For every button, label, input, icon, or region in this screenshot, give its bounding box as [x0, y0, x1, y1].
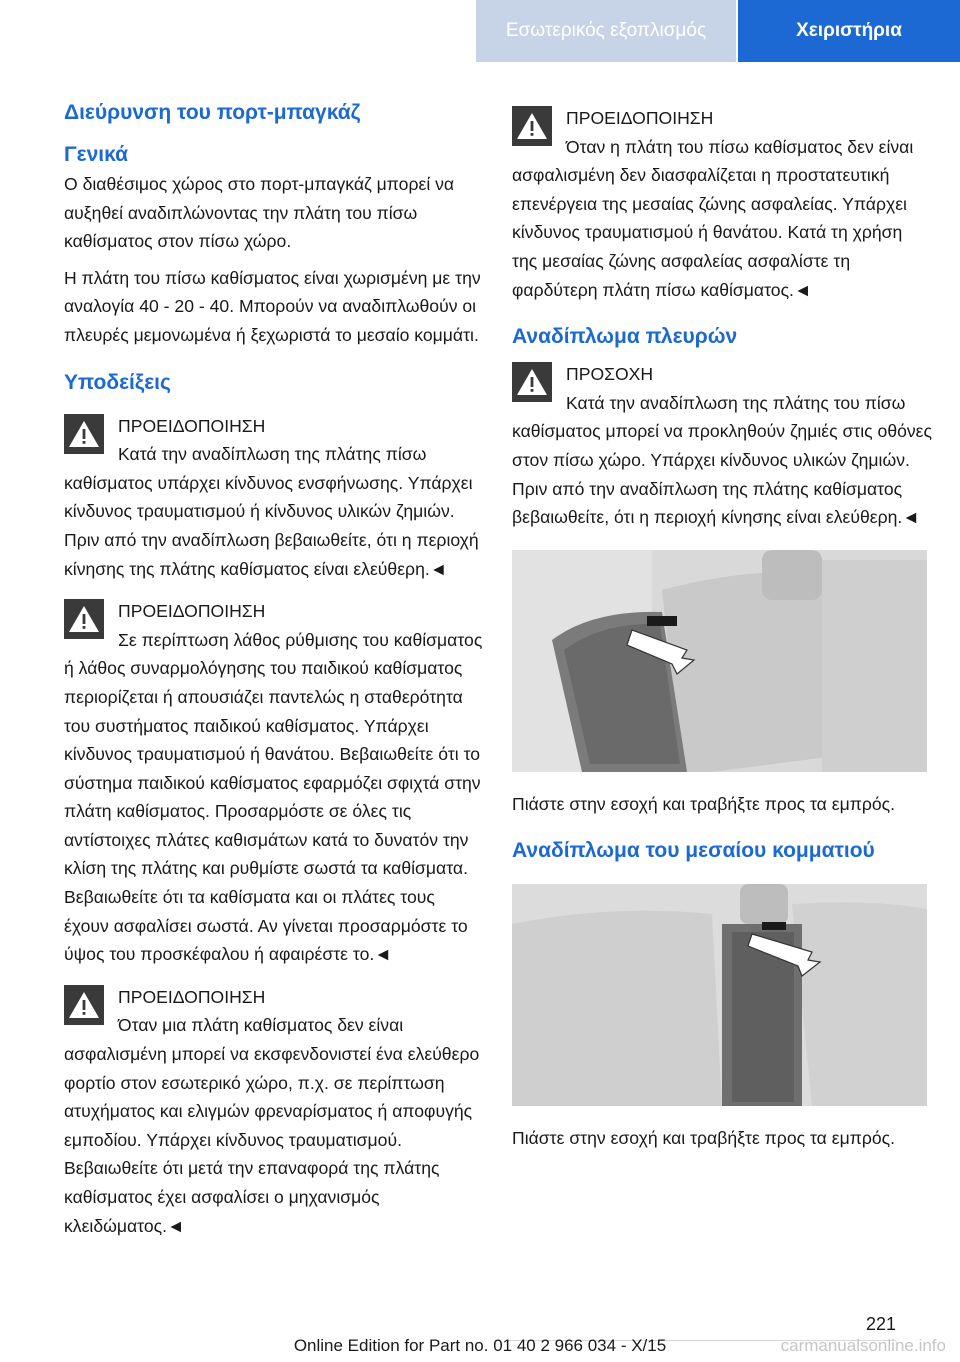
page-header [0, 0, 960, 62]
warning-icon [512, 106, 552, 146]
page-title: Διεύρυνση του πορτ-μπαγκάζ [64, 101, 361, 124]
warning-text: Όταν μια πλάτη καθίσματος δεν είναι ασφαλισμένη μπορεί να εκσφενδονιστεί ένα ελεύθερο φορτίο στον εσωτερικό χώρο, π.χ. σε περίπτωση ατυχήματος και ελιγμών φρεναρίσματος ή αποφυγής εμποδίου. Υπάρχει κίνδυνος τραυματισμού. Βεβαιωθείτε ότι μετά την επαναφορά της πλάτης καθίσματος έχει ασφαλίσει ο μηχανισμός κλειδώματος.◄ [64, 1015, 480, 1236]
edition-text: Online Edition for Part no. 01 40 2 966 034 - X/15 [293, 1336, 667, 1355]
warning-text: Όταν η πλάτη του πίσω καθίσματος δεν είναι ασφαλισμένη δεν διασφαλίζεται η προστατευτική επενέργεια της μεσαίας ζώνης ασφαλείας. Υπάρχει κίνδυνος τραυματισμού ή θανάτου. Κατά τη χρήση της μεσαίας ζώνης ασφαλείας ασφαλίστε τη φαρδύτερη πλάτη πίσω καθίσματος.◄ [512, 136, 914, 300]
warning-label: ΠΡΟΕΙΔΟΠΟΙΗΣΗ [118, 986, 266, 1007]
warning-label: ΠΡΟΕΙΔΟΠΟΙΗΣΗ [566, 108, 714, 128]
caution-icon [512, 362, 552, 402]
rear-seat-side-photo [512, 550, 927, 772]
warning-note-4 [512, 104, 932, 304]
middle-folding-caption: Πιάστε στην εσοχή και τραβήξτε προς τα εμπρός. [512, 1128, 896, 1149]
page-number: 221 [865, 1314, 896, 1334]
warning-text: Κατά την αναδίπλωση της πλάτης πίσω καθίσματος υπάρχει κίνδυνος ενσφήνωσης. Υπάρχει κίνδυνος τραυματισμού ή κίνδυνος υλικών ζημιών. Πριν από την αναδίπλωση βεβαιωθείτε, ότι η περιοχή κίνησης της πλάτης καθίσματος είναι ελεύθερη.◄ [64, 444, 479, 579]
caution-note [512, 360, 932, 532]
general-paragraph-1: Ο διαθέσιμος χώρος στο πορτ-μπαγκάζ μπορεί να αυξηθεί αναδιπλώνοντας την πλάτη του πίσω καθίσματος στον πίσω χώρο. [64, 174, 455, 252]
side-folding-heading: Αναδίπλωμα πλευρών [512, 325, 738, 349]
right-column [512, 98, 932, 1161]
hints-heading: Υποδείξεις [64, 370, 171, 394]
warning-text: Σε περίπτωση λάθος ρύθμισης του καθίσματος ή λάθος συναρμολόγησης του παιδικού καθίσματος περιορίζεται ή απουσιάζει παντελώς η σταθερότητα του συστήματος παιδικού καθίσματος. Υπάρχει κίνδυνος τραυματισμού ή θανάτου. Βεβαιωθείτε ότι το σύστημα παιδικού καθίσματος εφαρμόζει σφιχτά στην πλάτη καθίσματος. Προσαρμόστε σε όλες τις αντίστοιχες πλάτες καθισμάτων κατά το δυνατόν την κλίση της πλάτης και ρυθμίστε σωστά τα καθίσματα. Βεβαιωθείτε ότι τα καθίσματα και οι πλάτες τους έχουν ασφαλίσει σωστά. Αν γίνεται προσαρμόστε το ύψος του προσκέφαλου ή αφαιρέστε το.◄ [64, 629, 483, 965]
warning-note-2 [64, 597, 484, 969]
warning-icon [64, 599, 104, 639]
caution-label: ΠΡΟΣΟΧΗ [566, 364, 654, 385]
caution-text: Κατά την αναδίπλωση της πλάτης του πίσω καθίσματος μπορεί να προκληθούν ζημιές στις οθόνες στον πίσω χώρο. Υπάρχει κίνδυνος υλικών ζημιών. Πριν από την αναδίπλωση της πλάτης καθίσματος βεβαιωθείτε, ότι η περιοχή κίνησης είναι ελεύθερη.◄ [512, 392, 933, 528]
warning-note-1 [64, 412, 484, 584]
rear-seat-middle-photo [512, 884, 927, 1106]
warning-icon [64, 985, 104, 1025]
warning-label: ΠΡΟΕΙΔΟΠΟΙΗΣΗ [118, 601, 266, 622]
general-paragraph-2: Η πλάτη του πίσω καθίσματος είναι χωρισμένη με την αναλογία 40 - 20 - 40. Μπορούν να αναδιπλωθούν οι πλευρές μεμονωμένα ή ξεχωριστά το μεσαίο κομμάτι. [64, 267, 481, 345]
section-tab: Εσωτερικός εξοπλισμός [476, 0, 736, 62]
general-heading: Γενικά [64, 143, 129, 166]
middle-folding-heading: Αναδίπλωμα του μεσαίου κομματιού [512, 839, 875, 863]
warning-label: ΠΡΟΕΙΔΟΠΟΙΗΣΗ [118, 415, 266, 436]
watermark-text: carmanualsonline.info [780, 1336, 946, 1355]
warning-icon [64, 414, 104, 454]
chapter-tab: Χειριστήρια [738, 0, 960, 62]
side-folding-caption: Πιάστε στην εσοχή και τραβήξτε προς τα εμπρός. [512, 793, 896, 814]
left-column [64, 98, 484, 1248]
warning-note-3 [64, 983, 484, 1240]
